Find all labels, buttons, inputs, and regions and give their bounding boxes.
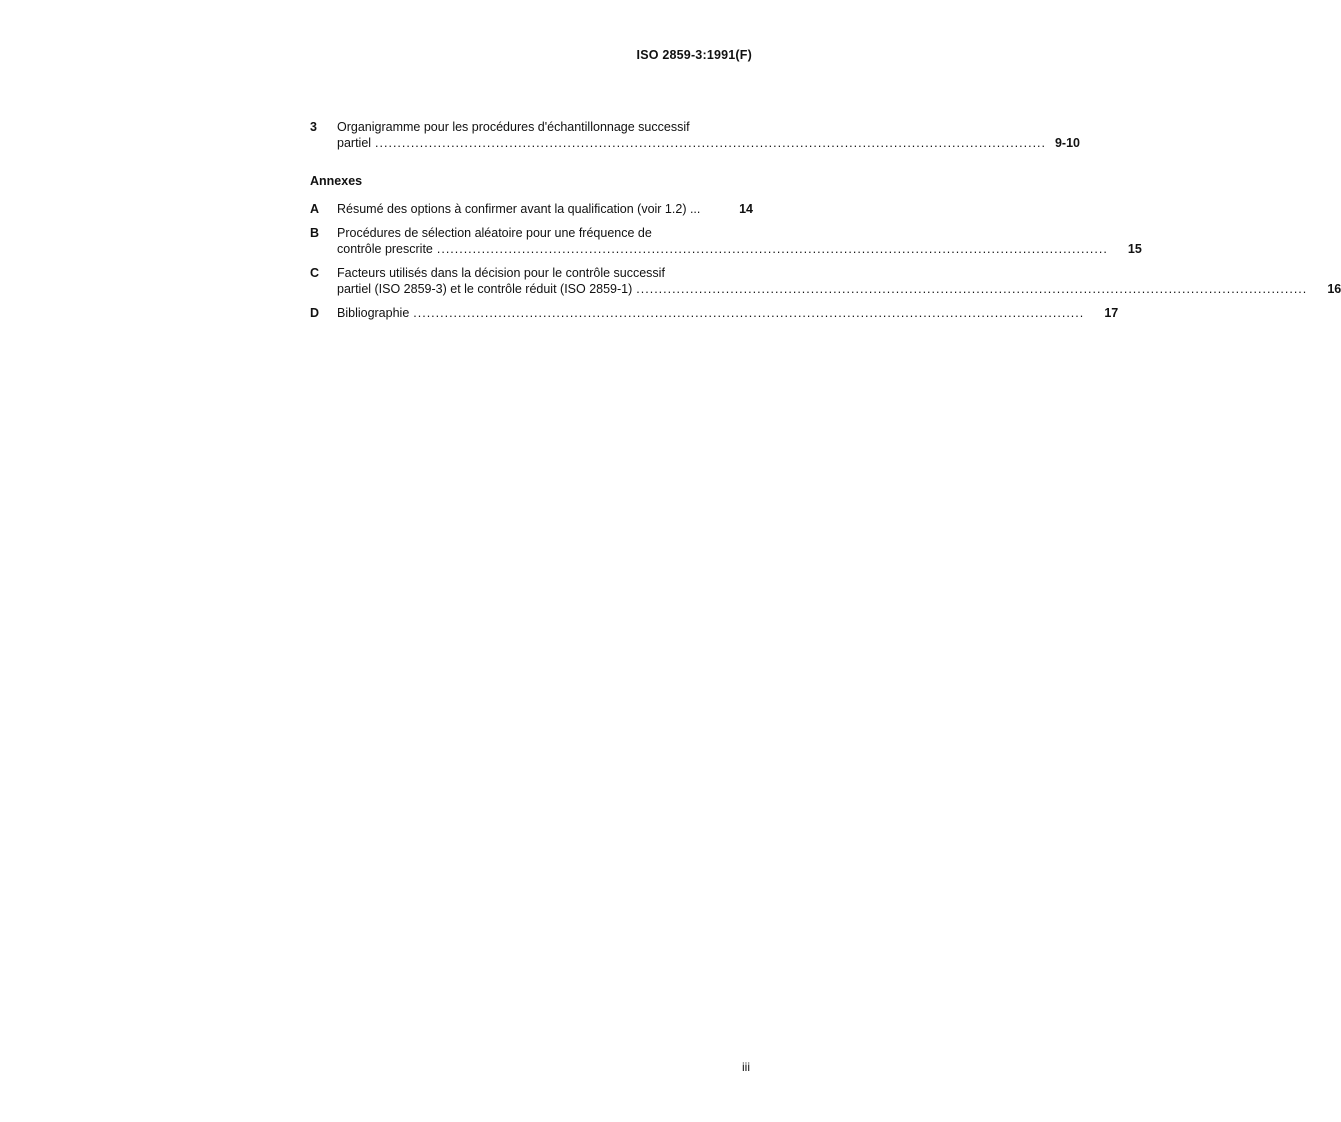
leader-dots [413, 305, 1084, 321]
toc-key: C [310, 266, 320, 280]
toc-page-number: 9-10 [1054, 136, 1080, 150]
leader-dots [636, 281, 1307, 297]
toc-entry-figure-3[interactable] [310, 119, 1080, 151]
toc-title-line2: contrôle prescrite [337, 242, 433, 256]
page-number-footer: iii [742, 1060, 750, 1074]
toc-key: D [310, 306, 320, 320]
toc-page-number: 14 [739, 202, 753, 216]
toc-page-number: 16 [1327, 282, 1341, 296]
toc-entry-annex-b[interactable] [310, 225, 1142, 257]
document-id-header: ISO 2859-3:1991(F) [636, 48, 752, 62]
leader-dots [437, 241, 1108, 257]
toc-title-line2: partiel [337, 136, 372, 150]
toc-entry-annex-d[interactable] [310, 305, 1119, 321]
toc-page-number: 17 [1104, 306, 1119, 320]
toc-title-line1: Facteurs utilisés dans la décision pour le contrôle successif [337, 266, 665, 280]
annexes-heading: Annexes [310, 174, 363, 188]
toc-key: 3 [310, 120, 317, 134]
toc-key: B [310, 226, 320, 240]
toc-page-number: 15 [1127, 242, 1142, 256]
toc-title-line1: Organigramme pour les procédures d'échantillonnage successif [337, 120, 690, 134]
leader-dots [375, 135, 1046, 151]
toc-title-line2: partiel (ISO 2859-3) et le contrôle réduit (ISO 2859-1) [337, 282, 633, 296]
toc-entry-annex-c[interactable] [310, 265, 1341, 297]
toc-key: A [310, 202, 320, 216]
toc-title-line1: Procédures de sélection aléatoire pour une fréquence de [337, 226, 652, 240]
table-of-contents [310, 119, 1341, 329]
toc-entry-annex-a[interactable] [310, 201, 753, 217]
toc-title-line1: Bibliographie [337, 306, 410, 320]
toc-title-line1: Résumé des options à confirmer avant la qualification (voir 1.2) ... [337, 202, 701, 216]
